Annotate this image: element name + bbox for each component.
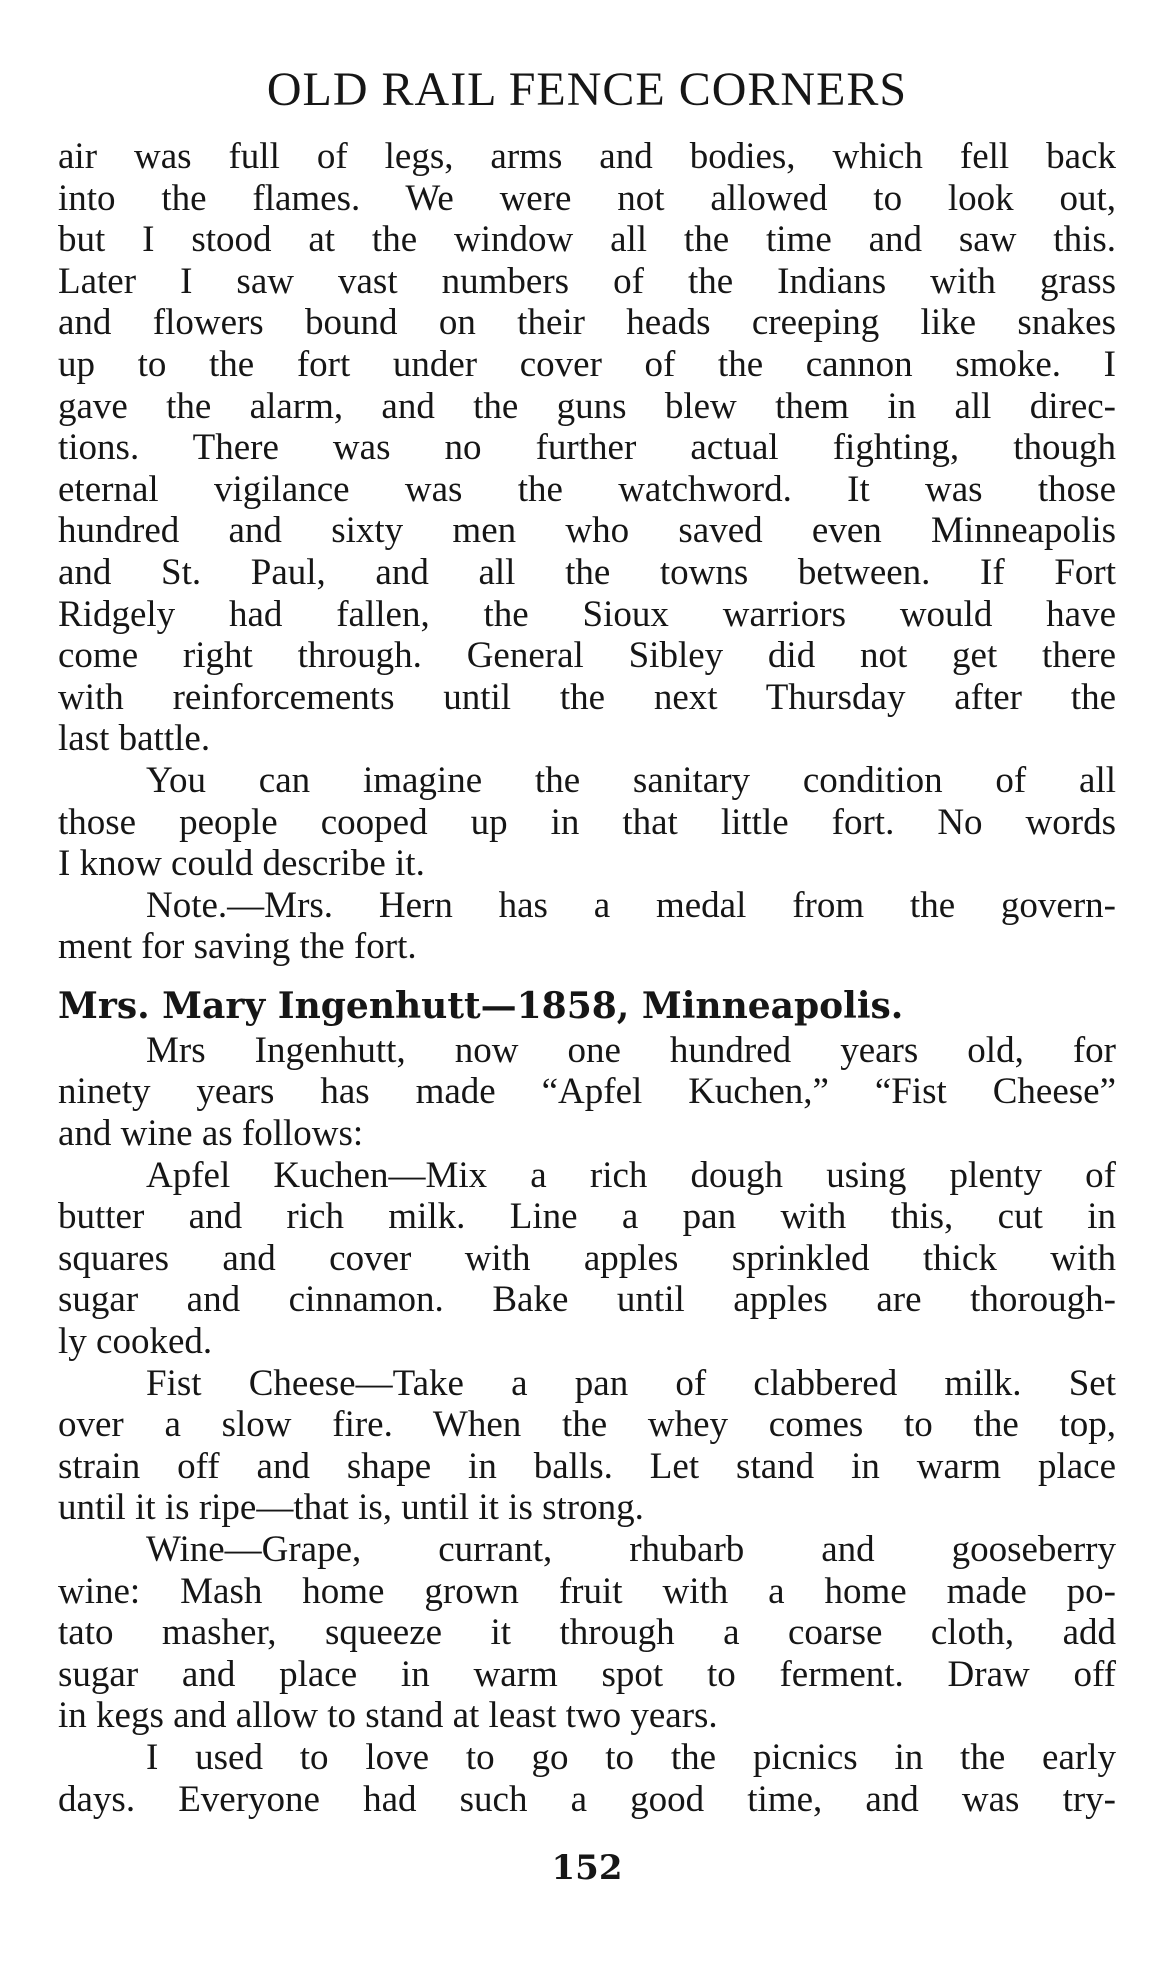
- text-line: butter and rich milk. Line a pan with this, cut in: [58, 1196, 1116, 1238]
- text-line: Mrs Ingenhutt, now one hundred years old, for: [146, 1029, 1116, 1071]
- text-line: wine: Mash home grown fruit with a home made po-: [58, 1570, 1116, 1612]
- text-line: You can imagine the sanitary condition of all: [146, 759, 1116, 801]
- paragraph: [58, 760, 1116, 885]
- paragraph: [58, 1030, 1116, 1155]
- text-line: up to the fort under cover of the cannon smoke. I: [58, 343, 1116, 385]
- text-line: days. Everyone had such a good time, and was try-: [58, 1778, 1116, 1820]
- note-paragraph: [58, 885, 1116, 968]
- text-line: until it is ripe—that is, until it is strong.: [58, 1487, 644, 1529]
- text-line: eternal vigilance was the watchword. It was those: [58, 468, 1116, 510]
- text-line: with reinforcements until the next Thursday after the: [58, 676, 1116, 718]
- text-line: I know could describe it.: [58, 843, 425, 885]
- text-line: ment for saving the fort.: [58, 926, 417, 968]
- text-line: hundred and sixty men who saved even Minneapolis: [58, 510, 1116, 552]
- text-line: Fist Cheese—Take a pan of clabbered milk. Set: [146, 1362, 1116, 1404]
- text-line: and flowers bound on their heads creeping like snakes: [58, 302, 1116, 344]
- text-line: ninety years has made “Apfel Kuchen,” “Fist Cheese”: [58, 1071, 1116, 1113]
- text-line: sugar and place in warm spot to ferment. Draw off: [58, 1653, 1116, 1695]
- text-line: air was full of legs, arms and bodies, which fell back: [58, 136, 1116, 177]
- text-line: sugar and cinnamon. Bake until apples are thorough-: [58, 1279, 1116, 1321]
- text-line: but I stood at the window all the time and saw this.: [58, 219, 1116, 261]
- text-line: into the flames. We were not allowed to look out,: [58, 177, 1116, 219]
- text-line: in kegs and allow to stand at least two years.: [58, 1695, 718, 1737]
- page-body: [58, 136, 1116, 1820]
- text-line: come right through. General Sibley did not get there: [58, 635, 1116, 677]
- text-line: Wine—Grape, currant, rhubarb and gooseberry: [146, 1529, 1116, 1570]
- text-line: Note.—Mrs. Hern has a medal from the govern-: [146, 884, 1116, 926]
- recipe-paragraph: [58, 1529, 1116, 1737]
- text-line: Later I saw vast numbers of the Indians with grass: [58, 260, 1116, 302]
- paragraph-continued: [58, 136, 1116, 760]
- text-line: those people cooped up in that little fort. No words: [58, 801, 1116, 843]
- text-line: strain off and shape in balls. Let stand in warm place: [58, 1445, 1116, 1487]
- recipe-paragraph: [58, 1155, 1116, 1363]
- text-line: squares and cover with apples sprinkled thick with: [58, 1237, 1116, 1279]
- recipe-paragraph: [58, 1363, 1116, 1529]
- text-line: I used to love to go to the picnics in the early: [146, 1736, 1116, 1778]
- running-head: OLD RAIL FENCE CORNERS: [266, 63, 908, 116]
- page-number: 152: [551, 1848, 623, 1888]
- text-line: gave the alarm, and the guns blew them in all direc-: [58, 385, 1116, 427]
- paragraph: [58, 1737, 1116, 1820]
- text-line: Apfel Kuchen—Mix a rich dough using plenty of: [146, 1154, 1116, 1196]
- text-line: Ridgely had fallen, the Sioux warriors would have: [58, 593, 1116, 635]
- text-line: over a slow fire. When the whey comes to the top,: [58, 1404, 1116, 1446]
- text-line: and wine as follows:: [58, 1113, 364, 1155]
- section-heading: Mrs. Mary Ingenhutt—1858, Minneapolis.: [58, 984, 904, 1027]
- text-line: last battle.: [58, 718, 211, 760]
- book-page: [58, 58, 1116, 1928]
- text-line: tato masher, squeeze it through a coarse cloth, add: [58, 1612, 1116, 1654]
- text-line: and St. Paul, and all the towns between. If Fort: [58, 551, 1116, 593]
- text-line: tions. There was no further actual fighting, though: [58, 427, 1116, 469]
- text-line: ly cooked.: [58, 1321, 213, 1363]
